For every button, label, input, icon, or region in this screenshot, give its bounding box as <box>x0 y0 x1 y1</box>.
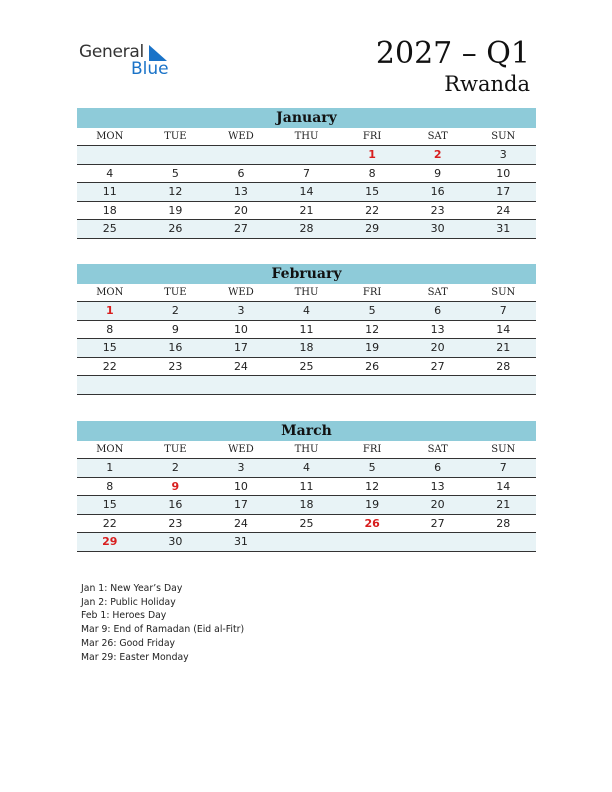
date-cell: 27 <box>430 516 445 530</box>
date-cell: 10 <box>233 479 248 493</box>
date-cell: 20 <box>430 341 445 354</box>
logo <box>79 42 179 82</box>
date-cell: 7 <box>303 166 311 180</box>
date-cell: 22 <box>365 203 380 217</box>
date-cell: 9 <box>434 166 442 180</box>
weekday-label: SAT <box>427 131 448 142</box>
weekday-label: SUN <box>491 287 516 298</box>
date-cell <box>405 376 471 394</box>
date-cell <box>470 376 536 394</box>
date-cell: 14 <box>299 185 314 198</box>
date-cell: 19 <box>365 341 380 354</box>
date-cell: 8 <box>106 479 114 493</box>
weekday-label: WED <box>228 444 254 455</box>
date-cell: 3 <box>237 304 245 317</box>
date-cell: 21 <box>299 203 314 217</box>
holiday-list-item: Mar 26: Good Friday <box>81 637 176 649</box>
weekday-label: MON <box>96 131 124 142</box>
date-cell: 28 <box>299 222 314 235</box>
weekday-label: MON <box>96 444 124 455</box>
week-row <box>77 376 536 395</box>
month-calendar-march <box>77 421 536 552</box>
date-cell: 6 <box>237 166 245 180</box>
date-cell: 15 <box>102 498 117 511</box>
date-cell <box>274 376 340 394</box>
date-cell: 11 <box>299 322 314 336</box>
date-cell: 17 <box>233 498 248 511</box>
date-cell: 16 <box>430 185 445 198</box>
date-cell: 5 <box>368 461 376 474</box>
weekday-header-row <box>77 128 536 146</box>
date-cell: 11 <box>299 479 314 493</box>
week-row <box>77 302 536 321</box>
week-row <box>77 165 536 184</box>
weekday-label: WED <box>228 287 254 298</box>
week-row <box>77 496 536 515</box>
holiday-date-cell: 2 <box>433 148 442 161</box>
weekday-label: SUN <box>491 131 516 142</box>
month-title: March <box>77 421 536 441</box>
holiday-list <box>81 582 244 664</box>
date-cell <box>274 533 340 551</box>
logo-blue-text: Blue <box>131 59 169 79</box>
date-cell: 25 <box>299 516 314 530</box>
week-row <box>77 321 536 340</box>
weekday-label: SUN <box>491 444 516 455</box>
month-calendar-february <box>77 264 536 395</box>
weekday-label: THU <box>294 444 319 455</box>
date-cell: 8 <box>106 322 114 336</box>
month-title: January <box>77 108 536 128</box>
date-cell <box>143 146 209 164</box>
holiday-date-cell: 26 <box>364 516 380 530</box>
date-cell: 27 <box>430 359 445 373</box>
date-cell: 10 <box>233 322 248 336</box>
date-cell: 29 <box>365 222 380 235</box>
date-cell: 24 <box>233 359 248 373</box>
date-cell: 24 <box>496 203 511 217</box>
weekday-label: TUE <box>164 131 187 142</box>
holiday-date-cell: 1 <box>368 148 376 161</box>
date-cell: 2 <box>171 304 179 317</box>
date-cell: 30 <box>430 222 445 235</box>
date-cell: 4 <box>303 304 311 317</box>
date-cell: 27 <box>233 222 248 235</box>
holiday-date-cell: 29 <box>102 535 118 548</box>
date-cell: 16 <box>168 341 183 354</box>
date-cell: 1 <box>106 461 114 474</box>
date-cell: 12 <box>365 322 380 336</box>
week-row <box>77 533 536 552</box>
date-cell: 9 <box>171 322 179 336</box>
date-cell <box>274 146 340 164</box>
date-cell: 15 <box>365 185 380 198</box>
date-cell: 5 <box>171 166 179 180</box>
date-cell: 12 <box>168 185 183 198</box>
date-cell: 23 <box>168 359 183 373</box>
date-cell: 21 <box>496 341 511 354</box>
week-row <box>77 358 536 377</box>
date-cell: 3 <box>237 461 245 474</box>
date-cell: 26 <box>168 222 183 235</box>
holiday-date-cell: 9 <box>171 479 180 493</box>
date-cell: 24 <box>233 516 248 530</box>
date-cell: 4 <box>303 461 311 474</box>
week-row <box>77 202 536 221</box>
date-cell <box>208 376 274 394</box>
week-row <box>77 220 536 239</box>
date-cell <box>143 376 209 394</box>
date-cell: 14 <box>496 322 511 336</box>
date-cell: 25 <box>102 222 117 235</box>
weekday-label: FRI <box>362 444 382 455</box>
date-cell <box>77 146 143 164</box>
date-cell: 25 <box>299 359 314 373</box>
date-cell: 23 <box>168 516 183 530</box>
date-cell: 28 <box>496 516 511 530</box>
date-cell: 8 <box>368 166 376 180</box>
date-cell: 30 <box>168 535 183 548</box>
weekday-label: TUE <box>164 444 187 455</box>
date-cell: 19 <box>168 203 183 217</box>
date-cell: 17 <box>233 341 248 354</box>
week-row <box>77 459 536 478</box>
date-cell: 4 <box>106 166 114 180</box>
date-cell: 23 <box>430 203 445 217</box>
date-cell: 18 <box>299 341 314 354</box>
date-cell: 7 <box>499 461 507 474</box>
weekday-label: TUE <box>164 287 187 298</box>
week-row <box>77 339 536 358</box>
page-subtitle: Rwanda <box>444 72 530 96</box>
month-title: February <box>77 264 536 284</box>
date-cell: 12 <box>365 479 380 493</box>
date-cell: 10 <box>496 166 511 180</box>
logo-general-text: General <box>79 42 144 62</box>
date-cell <box>339 376 405 394</box>
page-title: 2027 – Q1 <box>375 36 530 71</box>
date-cell: 6 <box>434 461 442 474</box>
date-cell: 14 <box>496 479 511 493</box>
week-row <box>77 515 536 534</box>
date-cell: 13 <box>430 322 445 336</box>
date-cell: 20 <box>233 203 248 217</box>
holiday-list-item: Mar 29: Easter Monday <box>81 651 189 663</box>
week-row <box>77 478 536 497</box>
date-cell <box>77 376 143 394</box>
weekday-label: WED <box>228 131 254 142</box>
date-cell: 26 <box>365 359 380 373</box>
holiday-list-item: Mar 9: End of Ramadan (Eid al-Fitr) <box>81 624 245 636</box>
date-cell: 31 <box>496 222 511 235</box>
date-cell: 7 <box>499 304 507 317</box>
weekday-header-row <box>77 284 536 302</box>
date-cell: 15 <box>102 341 117 354</box>
date-cell: 18 <box>299 498 314 511</box>
date-cell: 18 <box>102 203 117 217</box>
date-cell: 3 <box>499 148 507 161</box>
weekday-label: SAT <box>427 287 448 298</box>
date-cell: 5 <box>368 304 376 317</box>
holiday-list-item: Feb 1: Heroes Day <box>81 610 167 622</box>
holiday-list-item: Jan 2: Public Holiday <box>81 596 176 608</box>
weekday-label: THU <box>294 131 319 142</box>
date-cell: 6 <box>434 304 442 317</box>
weekday-label: MON <box>96 287 124 298</box>
date-cell: 20 <box>430 498 445 511</box>
date-cell: 11 <box>102 185 117 198</box>
week-row <box>77 183 536 202</box>
date-cell: 22 <box>102 359 117 373</box>
date-cell: 2 <box>171 461 179 474</box>
date-cell: 19 <box>365 498 380 511</box>
date-cell <box>339 533 405 551</box>
weekday-label: FRI <box>362 131 382 142</box>
date-cell: 28 <box>496 359 511 373</box>
date-cell: 22 <box>102 516 117 530</box>
date-cell: 21 <box>496 498 511 511</box>
date-cell: 17 <box>496 185 511 198</box>
date-cell: 13 <box>430 479 445 493</box>
weekday-header-row <box>77 441 536 459</box>
date-cell: 31 <box>233 535 248 548</box>
date-cell <box>470 533 536 551</box>
date-cell <box>405 533 471 551</box>
holiday-date-cell: 1 <box>105 304 114 317</box>
date-cell: 16 <box>168 498 183 511</box>
date-cell: 13 <box>233 185 248 198</box>
weekday-label: SAT <box>427 444 448 455</box>
date-cell <box>208 146 274 164</box>
holiday-list-item: Jan 1: New Year’s Day <box>81 583 183 594</box>
weekday-label: FRI <box>362 287 382 298</box>
month-calendar-january <box>77 108 536 239</box>
weekday-label: THU <box>294 287 319 298</box>
week-row <box>77 146 536 165</box>
